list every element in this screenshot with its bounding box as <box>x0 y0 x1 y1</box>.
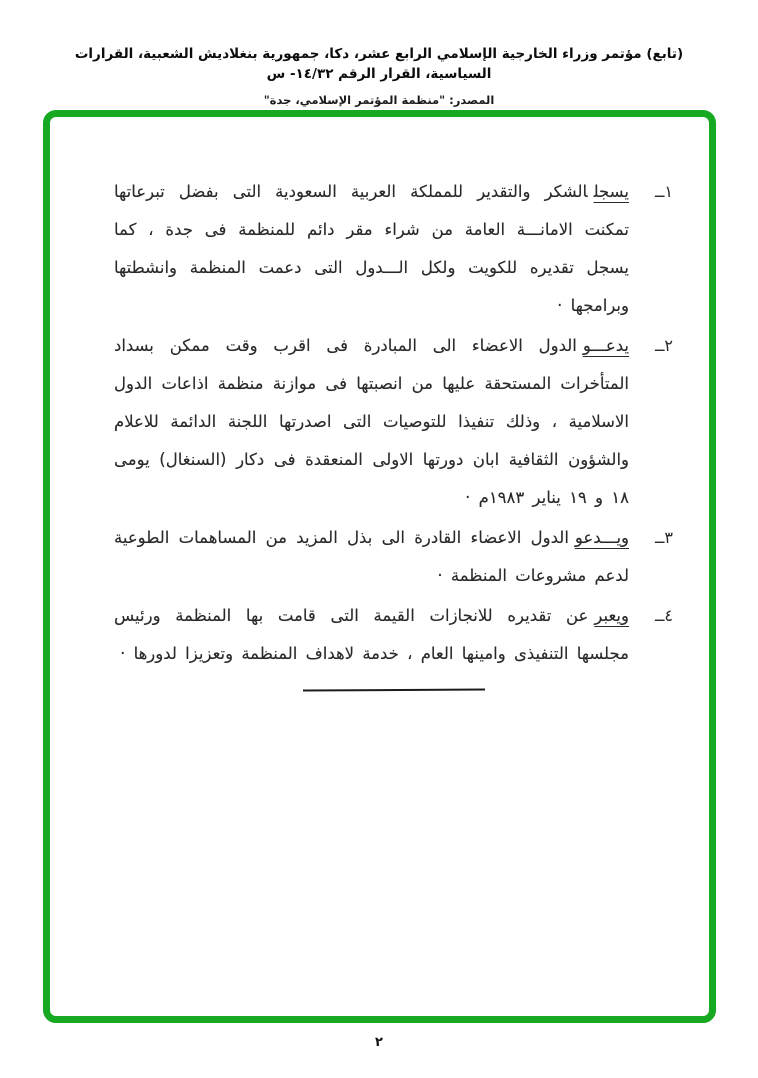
green-border-frame <box>43 110 716 1023</box>
page-number: ٢ <box>375 1035 383 1050</box>
clause-2-text <box>114 327 629 517</box>
clause-3-number: ٣ــ <box>655 528 673 547</box>
clause-1-body: الشكر والتقدير للمملكة العربية السعودية التى بفضل تبرعاتها تمكنت الامانـــة العامة من شراء مقر دائم للمنظمة فى جدة ، كما يسجل تقديره للكويت ولكل الـــدول التى دعمت المنظمة وانشطتها وبرامجها · <box>114 182 629 315</box>
clause-3-lead-word: ويـــدعو <box>574 528 629 547</box>
clause-1-lead-word: يسجل <box>593 182 629 201</box>
clause-4-lead-word: ويعبر <box>594 606 629 625</box>
end-of-text-divider <box>302 688 484 691</box>
header-source: المصدر: "منظمة المؤتمر الإسلامي، جدة" <box>263 93 495 107</box>
clause-4-text <box>114 597 629 673</box>
clause-3-text <box>114 519 629 595</box>
resolution-clause-4 <box>114 597 673 673</box>
resolution-body <box>50 117 709 691</box>
clause-2-lead-word: يدعـــو <box>582 336 629 355</box>
clause-1-number: ١ــ <box>655 182 673 201</box>
clause-1-text <box>114 173 629 325</box>
document-header <box>0 44 758 107</box>
clause-4-number: ٤ــ <box>655 606 673 625</box>
header-title: (تابع) مؤتمر وزراء الخارجية الإسلامي الرابع عشر، دكا، جمهورية بنغلاديش الشعبية، القرارات السياسية، القرار الرقم ١٤/٣٢- س <box>74 46 684 82</box>
clause-3-body: الدول الاعضاء القادرة الى بذل المزيد من المساهمات الطوعية لدعم مشروعات المنظمة · <box>114 528 629 585</box>
resolution-clause-3 <box>114 519 673 595</box>
resolution-clause-1 <box>114 173 673 325</box>
clause-4-body: عن تقديره للانجازات القيمة التى قامت بها المنظمة ورئيس مجلسها التنفيذى وامينها العام ، خدمة لاهداف المنظمة وتعزيزا لدورها · <box>114 606 629 663</box>
clause-2-body: الدول الاعضاء الى المبادرة فى اقرب وقت ممكن بسداد المتأخرات المستحقة عليها من انصبتها فى موازنة منظمة اذاعات الدول الاسلامية ، وذلك تنفيذا للتوصيات التى اصدرتها اللجنة الدائمة للاعلام والشؤون الثقافية ابان دورتها الاولى المنعقدة فى دكار (السنغال) يومى ١٨ و ١٩ يناير ١٩٨٣م · <box>114 336 629 507</box>
clause-2-number: ٢ــ <box>655 336 673 355</box>
resolution-clause-2 <box>114 327 673 517</box>
